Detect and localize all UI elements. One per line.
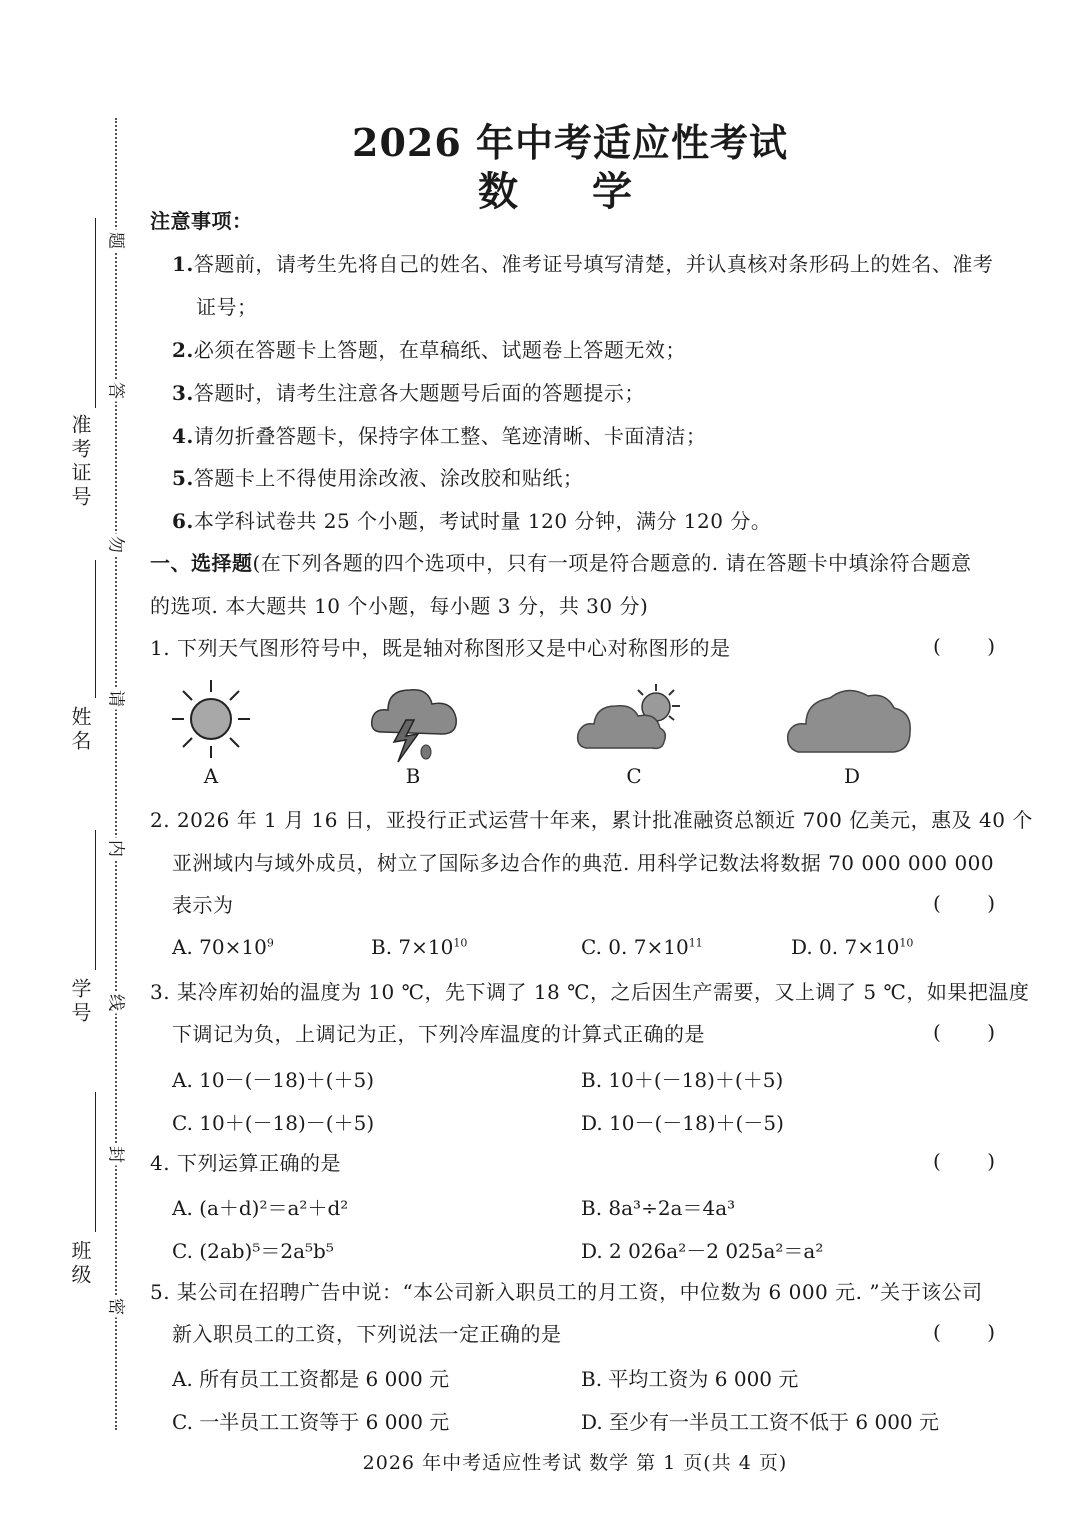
q1-label-b: B bbox=[405, 764, 421, 788]
q3-option-d[interactable]: D. 10－(－18)＋(－5) bbox=[581, 1111, 784, 1135]
q5-line1: 5. 某公司在招聘广告中说：“本公司新入职员工的月工资，中位数为 6 000 元. ”关于该公司 bbox=[150, 1280, 983, 1304]
q3-option-a[interactable]: A. 10－(－18)＋(＋5) bbox=[172, 1068, 374, 1092]
notice-item-3 bbox=[172, 379, 645, 407]
notice-item-6 bbox=[172, 507, 771, 535]
notice-item-5 bbox=[172, 464, 583, 492]
exam-title: 2026 年中考适应性考试 bbox=[352, 120, 788, 165]
seal-char: 密 bbox=[106, 1296, 131, 1318]
notice-text: 答题前，请考生先将自己的姓名、准考证号填写清楚，并认真核对条形码上的姓名、准考 bbox=[193, 252, 994, 276]
notice-item-1 bbox=[172, 250, 993, 278]
q4-stem: 4. 下列运算正确的是 bbox=[150, 1151, 341, 1175]
q5-option-c[interactable]: C. 一半员工工资等于 6 000 元 bbox=[172, 1410, 450, 1434]
q5-answer-paren[interactable]: ( ) bbox=[933, 1320, 995, 1344]
q5-line2: 新入职员工的工资，下列说法一定正确的是 bbox=[172, 1322, 562, 1346]
q3-line2: 下调记为负，上调记为正，下列冷库温度的计算式正确的是 bbox=[172, 1022, 705, 1046]
notice-num: 2. bbox=[172, 338, 194, 362]
q3-option-b[interactable]: B. 10＋(－18)＋(＋5) bbox=[581, 1068, 784, 1092]
name-label: 姓名 bbox=[68, 706, 92, 754]
notice-num: 6. bbox=[172, 509, 194, 533]
thunderstorm-icon[interactable] bbox=[368, 680, 464, 766]
section-desc-2: 的选项. 本大题共 10 个小题，每小题 3 分，共 30 分) bbox=[150, 594, 649, 618]
q2-line1: 2. 2026 年 1 月 16 日，亚投行正式运营十年来，累计批准融资总额近 700 亿美元，惠及 40 个 bbox=[150, 808, 1033, 832]
q1-label-c: C bbox=[626, 764, 642, 788]
exam-id-label: 准考证号 bbox=[68, 414, 92, 510]
section-title: 一、选择题 bbox=[150, 551, 253, 575]
class-label: 班级 bbox=[68, 1240, 92, 1288]
q1-stem: 1. 下列天气图形符号中，既是轴对称图形又是中心对称图形的是 bbox=[150, 636, 731, 660]
student-no-blank[interactable] bbox=[95, 830, 96, 970]
q2-answer-paren[interactable]: ( ) bbox=[933, 891, 995, 915]
notice-item-1-cont: 证号； bbox=[196, 295, 258, 319]
q5-option-d[interactable]: D. 至少有一半员工工资不低于 6 000 元 bbox=[581, 1410, 940, 1434]
class-blank[interactable] bbox=[95, 1092, 96, 1232]
q1-answer-paren[interactable]: ( ) bbox=[933, 634, 995, 658]
q4-answer-paren[interactable]: ( ) bbox=[933, 1149, 995, 1173]
q4-option-c[interactable]: C. (2ab)⁵＝2a⁵b⁵ bbox=[172, 1239, 334, 1263]
seal-char: 请 bbox=[106, 688, 131, 710]
notice-text: 答题时，请考生注意各大题题号后面的答题提示； bbox=[193, 381, 645, 405]
notice-num: 4. bbox=[172, 424, 194, 448]
binding-line bbox=[115, 118, 117, 1430]
q2-line3: 表示为 bbox=[172, 893, 234, 917]
q5-option-a[interactable]: A. 所有员工工资都是 6 000 元 bbox=[172, 1367, 450, 1391]
seal-char: 封 bbox=[106, 1144, 131, 1166]
notice-heading: 注意事项： bbox=[150, 209, 253, 233]
page-footer: 2026 年中考适应性考试 数学 第 1 页(共 4 页) bbox=[362, 1452, 788, 1474]
notice-num: 1. bbox=[172, 252, 194, 276]
exam-id-blank[interactable] bbox=[95, 218, 96, 408]
notice-text: 答题卡上不得使用涂改液、涂改胶和贴纸； bbox=[193, 466, 584, 490]
section-heading-line bbox=[150, 549, 972, 577]
q2-option-a[interactable]: A. $70\times 10^9$ bbox=[172, 935, 274, 959]
seal-char: 答 bbox=[106, 380, 131, 402]
seal-char: 线 bbox=[106, 992, 131, 1014]
section-desc: (在下列各题的四个选项中，只有一项是符合题意的. 请在答题卡中填涂符合题意 bbox=[252, 551, 972, 575]
notice-item-4 bbox=[172, 422, 706, 450]
seal-char: 题 bbox=[106, 230, 131, 252]
partly-cloudy-icon[interactable] bbox=[576, 682, 688, 754]
notice-item-2 bbox=[172, 336, 686, 364]
seal-char: 勿 bbox=[106, 534, 131, 556]
q3-option-c[interactable]: C. 10＋(－18)－(＋5) bbox=[172, 1111, 375, 1135]
notice-text: 本学科试卷共 25 个小题，考试时量 120 分钟，满分 120 分。 bbox=[193, 509, 772, 533]
seal-char: 内 bbox=[106, 838, 131, 860]
notice-text: 请勿折叠答题卡，保持字体工整、笔迹清晰、卡面清洁； bbox=[193, 424, 707, 448]
q4-option-b[interactable]: B. 8a³÷2a＝4a³ bbox=[581, 1196, 736, 1220]
cloud-icon[interactable] bbox=[786, 682, 914, 756]
notice-text: 必须在答题卡上答题，在草稿纸、试题卷上答题无效； bbox=[193, 338, 686, 362]
q2-option-d[interactable]: D. 0. $7\times 10^{10}$ bbox=[791, 935, 914, 959]
q3-answer-paren[interactable]: ( ) bbox=[933, 1020, 995, 1044]
q2-line2: 亚洲域内与域外成员，树立了国际多边合作的典范. 用科学记数法将数据 70 000 000 000 bbox=[172, 851, 995, 875]
q2-option-c[interactable]: C. 0. $7\times 10^{11}$ bbox=[581, 935, 703, 959]
q4-option-d[interactable]: D. 2 026a²－2 025a²＝a² bbox=[581, 1239, 824, 1263]
q1-label-d: D bbox=[843, 764, 861, 788]
q5-option-b[interactable]: B. 平均工资为 6 000 元 bbox=[581, 1367, 799, 1391]
notice-num: 5. bbox=[172, 466, 194, 490]
q2-option-b[interactable]: B. $7\times 10^{10}$ bbox=[371, 935, 468, 959]
subject-title: 数 学 bbox=[478, 168, 662, 215]
notice-num: 3. bbox=[172, 381, 194, 405]
name-blank[interactable] bbox=[95, 560, 96, 698]
q3-line1: 3. 某冷库初始的温度为 10 ℃，先下调了 18 ℃，之后因生产需要，又上调了 5 ℃，如果把温度 bbox=[150, 980, 1030, 1004]
student-no-label: 学号 bbox=[68, 978, 92, 1026]
q1-label-a: A bbox=[203, 764, 219, 788]
q4-option-a[interactable]: A. (a＋d)²＝a²＋d² bbox=[172, 1196, 349, 1220]
sun-icon[interactable] bbox=[168, 676, 254, 762]
